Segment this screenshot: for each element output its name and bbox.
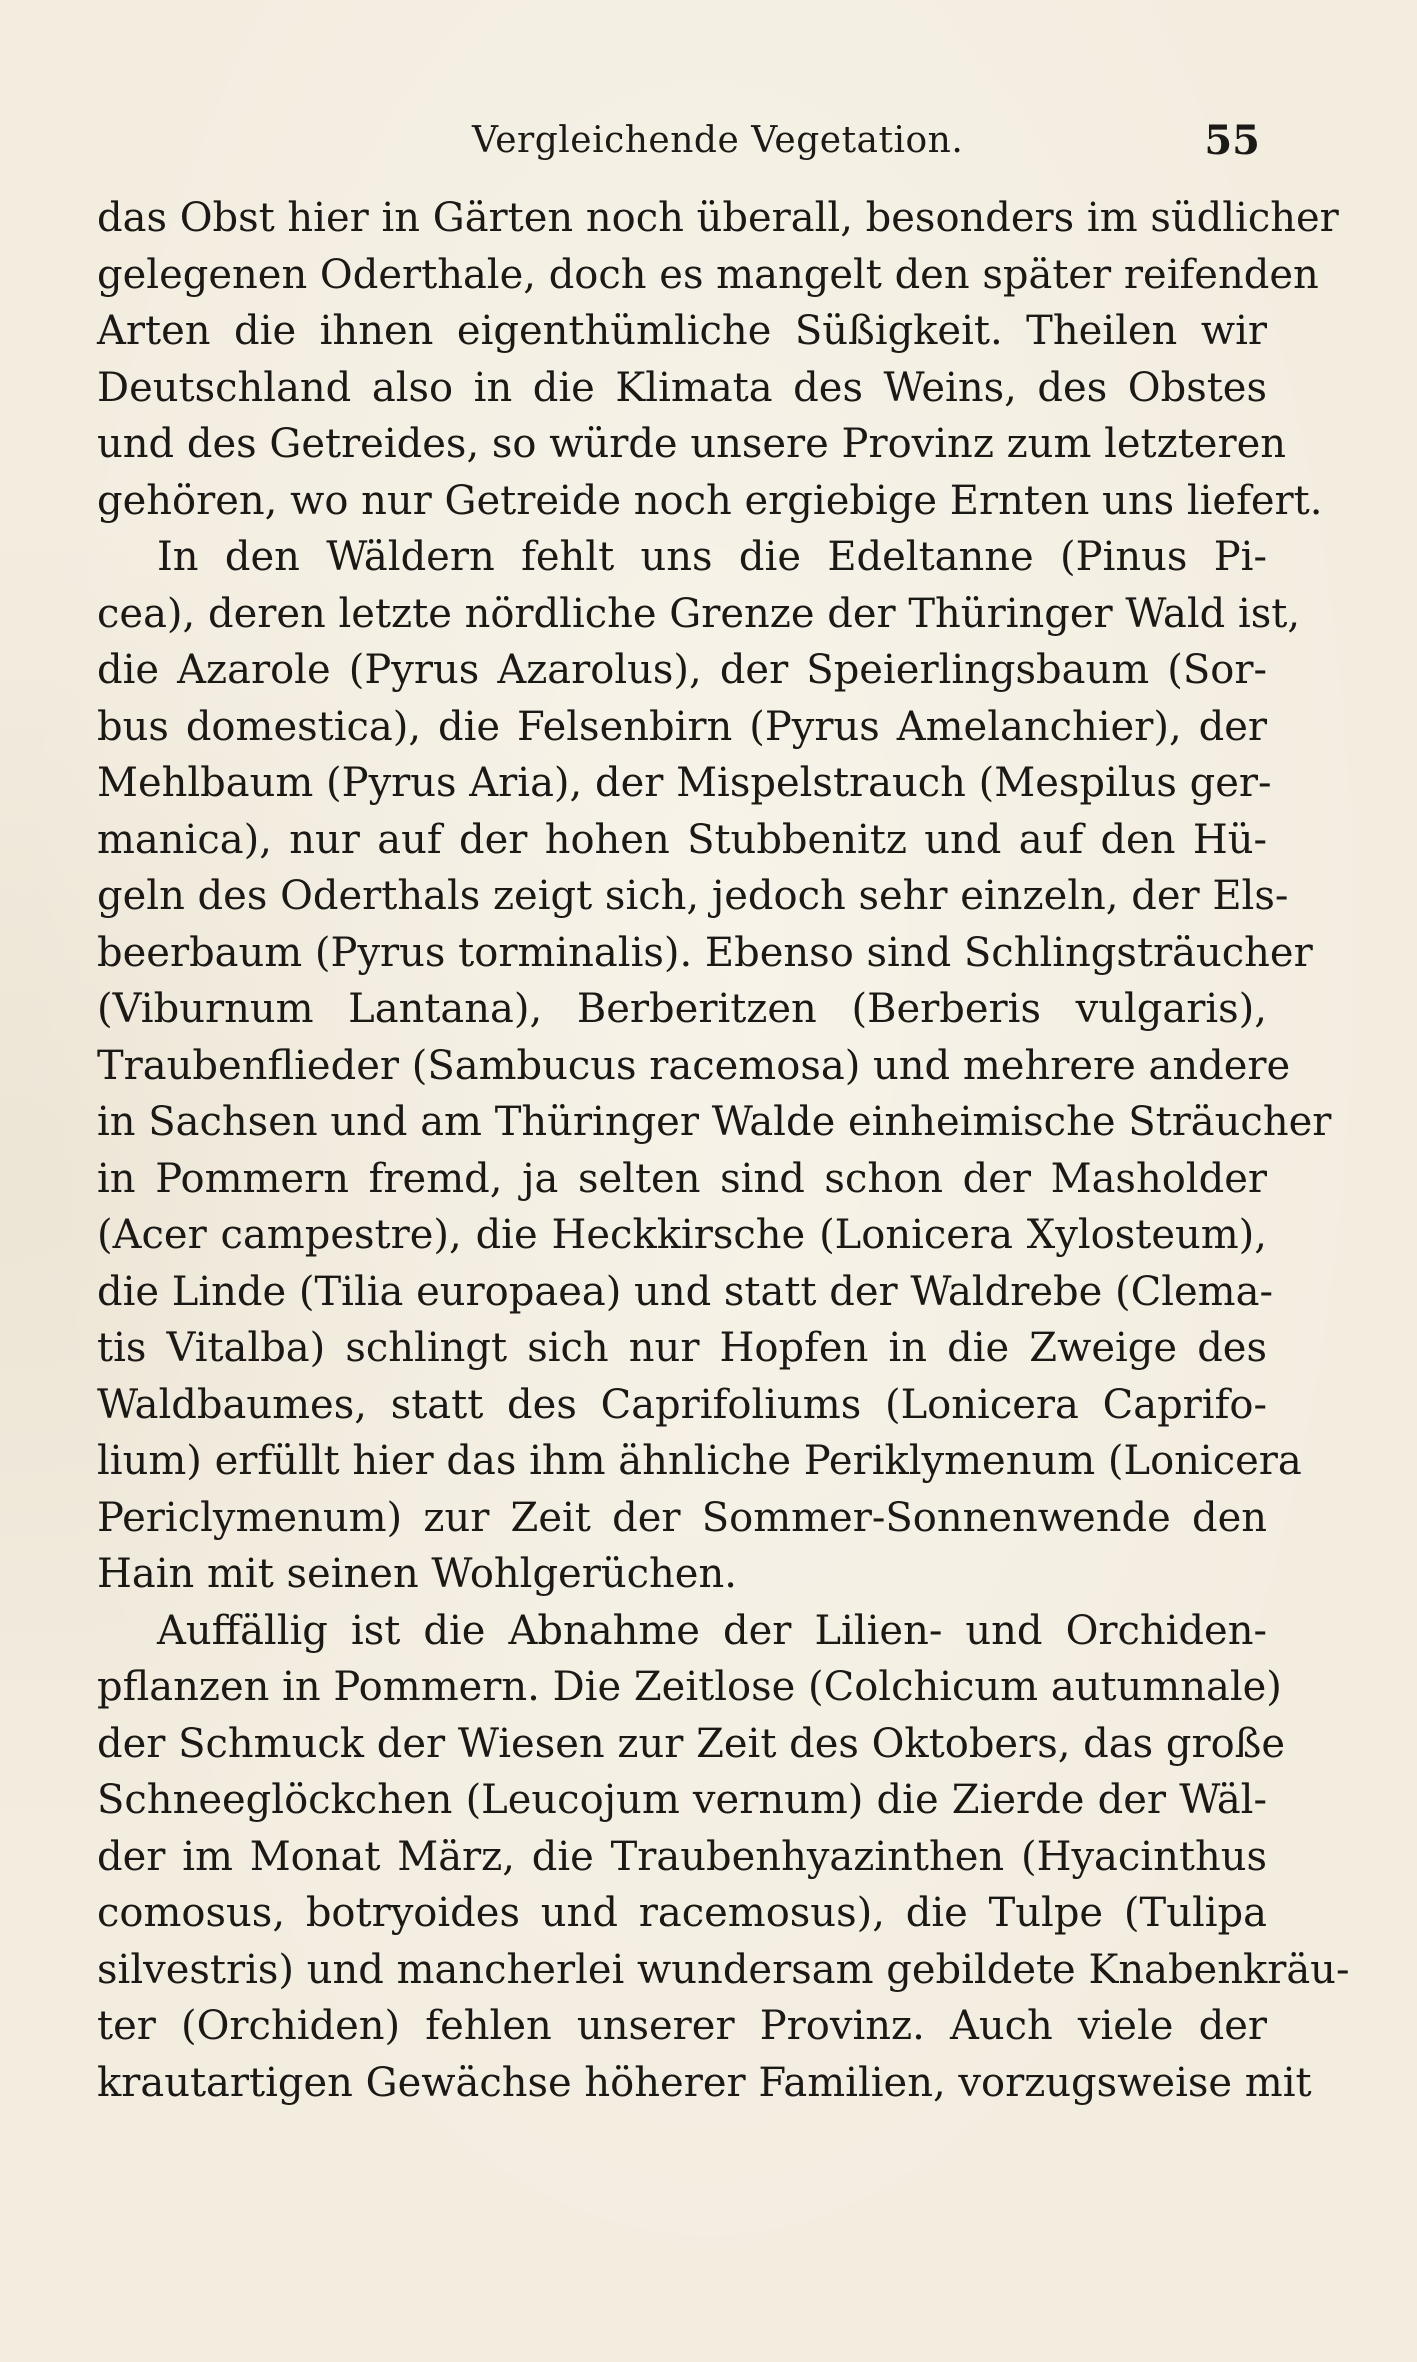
text-line: und des Getreides, so würde unsere Provinz zum letzteren [97,421,1287,467]
text-line: krautartigen Gewächse höherer Familien, vorzugsweise mit [97,2059,1312,2106]
text-line: der im Monat März, die Traubenhyazinthen (Hyacinthus [97,1833,1267,1880]
text-line: Arten die ihnen eigenthümliche Süßigkeit. Theilen wir [97,308,1267,354]
text-line: das Obst hier in Gärten noch überall, besonders im südlicher [97,195,1339,241]
text-line: cea), deren letzte nördliche Grenze der Thüringer Wald ist, [97,590,1301,637]
text-line: lium) erfüllt hier das ihm ähnliche Periklymenum (Lonicera [97,1438,1302,1484]
text-line: In den Wäldern fehlt uns die Edeltanne (Pinus Pi- [157,534,1267,580]
text-line: Deutschland also in die Klimata des Weins, des Obstes [97,364,1267,411]
text-line: Schneeglöckchen (Leucojum vernum) die Zierde der Wäl- [97,1777,1267,1823]
text-line: silvestris) und mancherlei wundersam gebildete Knabenkräu- [97,1946,1350,1993]
running-head [90,112,1290,170]
text-line: tis Vitalba) schlingt sich nur Hopfen in die Zweige des [97,1325,1267,1371]
text-line: comosus, botryoides und racemosus), die Tulpe (Tulipa [97,1890,1267,1936]
text-line: in Pommern fremd, ja selten sind schon der Masholder [97,1155,1267,1202]
text-line: geln des Oderthals zeigt sich, jedoch sehr einzeln, der Els- [97,873,1289,919]
text-line: manica), nur auf der hohen Stubbenitz und auf den Hü- [97,816,1267,863]
text-line: Mehlbaum (Pyrus Aria), der Mispelstrauch (Mespilus ger- [97,760,1272,806]
body-text [97,190,1350,2111]
text-line: beerbaum (Pyrus torminalis). Ebenso sind Schlingsträucher [97,929,1313,976]
text-line: pflanzen in Pommern. Die Zeitlose (Colchicum autumnale) [97,1664,1282,1710]
page-number: 55 [1204,117,1260,164]
text-line: (Viburnum Lantana), Berberitzen (Berberis vulgaris), [97,986,1267,1032]
text-line: gelegenen Oderthale, doch es mangelt den später reifenden [97,251,1319,298]
text-line: Traubenflieder (Sambucus racemosa) und mehrere andere [97,1042,1291,1089]
text-line: in Sachsen und am Thüringer Walde einheimische Sträucher [97,1099,1332,1145]
text-line: gehören, wo nur Getreide noch ergiebige Ernten uns liefert. [97,477,1323,524]
text-line: die Linde (Tilia europaea) und statt der Waldrebe (Clema- [97,1268,1273,1315]
text-line: ter (Orchiden) fehlen unserer Provinz. Auch viele der [97,2003,1267,2049]
text-line: Hain mit seinen Wohlgerüchen. [97,1551,737,1597]
text-line: die Azarole (Pyrus Azarolus), der Speierlingsbaum (Sor- [97,647,1267,693]
text-line: der Schmuck der Wiesen zur Zeit des Oktobers, das große [97,1720,1286,1767]
text-line: (Acer campestre), die Heckkirsche (Lonicera Xylosteum), [97,1212,1267,1258]
running-title: Vergleichende Vegetation. [472,120,964,161]
text-line: bus domestica), die Felsenbirn (Pyrus Amelanchier), der [97,703,1267,750]
text-line: Waldbaumes, statt des Caprifoliums (Lonicera Caprifo- [97,1381,1267,1428]
text-line: Auffällig ist die Abnahme der Lilien- und Orchiden- [157,1607,1267,1654]
text-line: Periclymenum) zur Zeit der Sommer-Sonnenwende den [97,1494,1267,1541]
